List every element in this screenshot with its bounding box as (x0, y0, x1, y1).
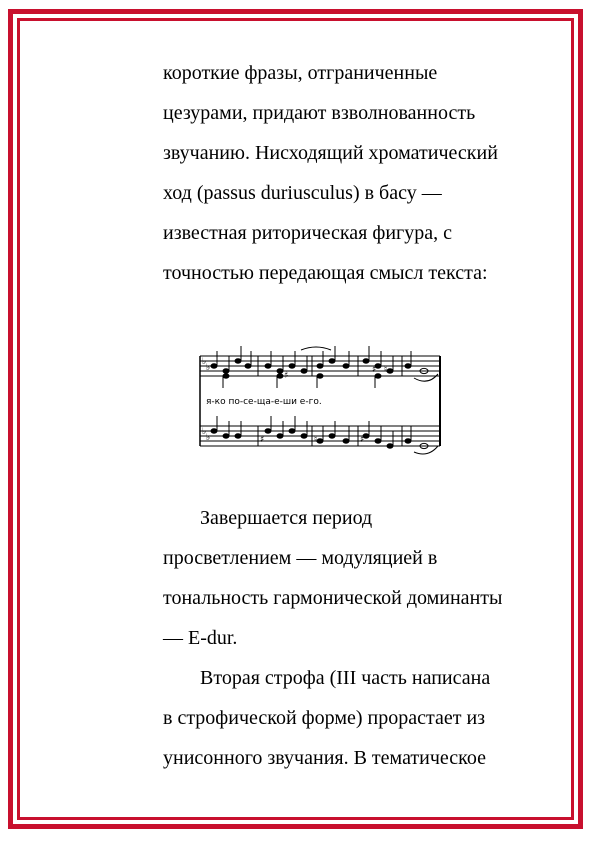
text-line: звучанию. Нисходящий хроматический (163, 142, 498, 164)
text-line: унисонного звучания. В тематическое (163, 747, 487, 769)
text-line: просветлением — модуляцией в (163, 547, 438, 569)
svg-text:♭: ♭ (206, 363, 211, 373)
svg-text:♭: ♭ (202, 357, 207, 367)
text-line: Завершается период (200, 507, 373, 529)
svg-text:♭: ♭ (202, 427, 207, 437)
svg-text:♭: ♭ (206, 433, 211, 443)
text-line: в строфической форме) прорастает из (163, 707, 486, 729)
text-line: ход (passus duriusculus) в басу — (163, 182, 442, 204)
svg-text:♯: ♯ (360, 435, 365, 445)
svg-text:♯: ♯ (372, 365, 377, 375)
svg-text:♮: ♮ (314, 435, 318, 445)
text-line: известная риторическая фигура, с (163, 222, 453, 244)
svg-text:♯: ♯ (284, 371, 289, 381)
text-line: Вторая строфа (III часть написана (200, 667, 491, 689)
text-line: — E-dur. (163, 627, 238, 649)
svg-text:♮: ♮ (384, 365, 388, 375)
text-line: точностью передающая смысл текста: (163, 262, 488, 284)
music-notation (196, 342, 444, 458)
text-line: тональность гармонической доминанты (163, 587, 503, 609)
svg-text:♯: ♯ (260, 435, 265, 445)
music-lyrics: я-ко по-се-ща-е-ши е-го. (206, 397, 322, 407)
text-line: короткие фразы, отграниченные (163, 62, 438, 84)
text-line: цезурами, придают взволнованность (163, 102, 476, 124)
